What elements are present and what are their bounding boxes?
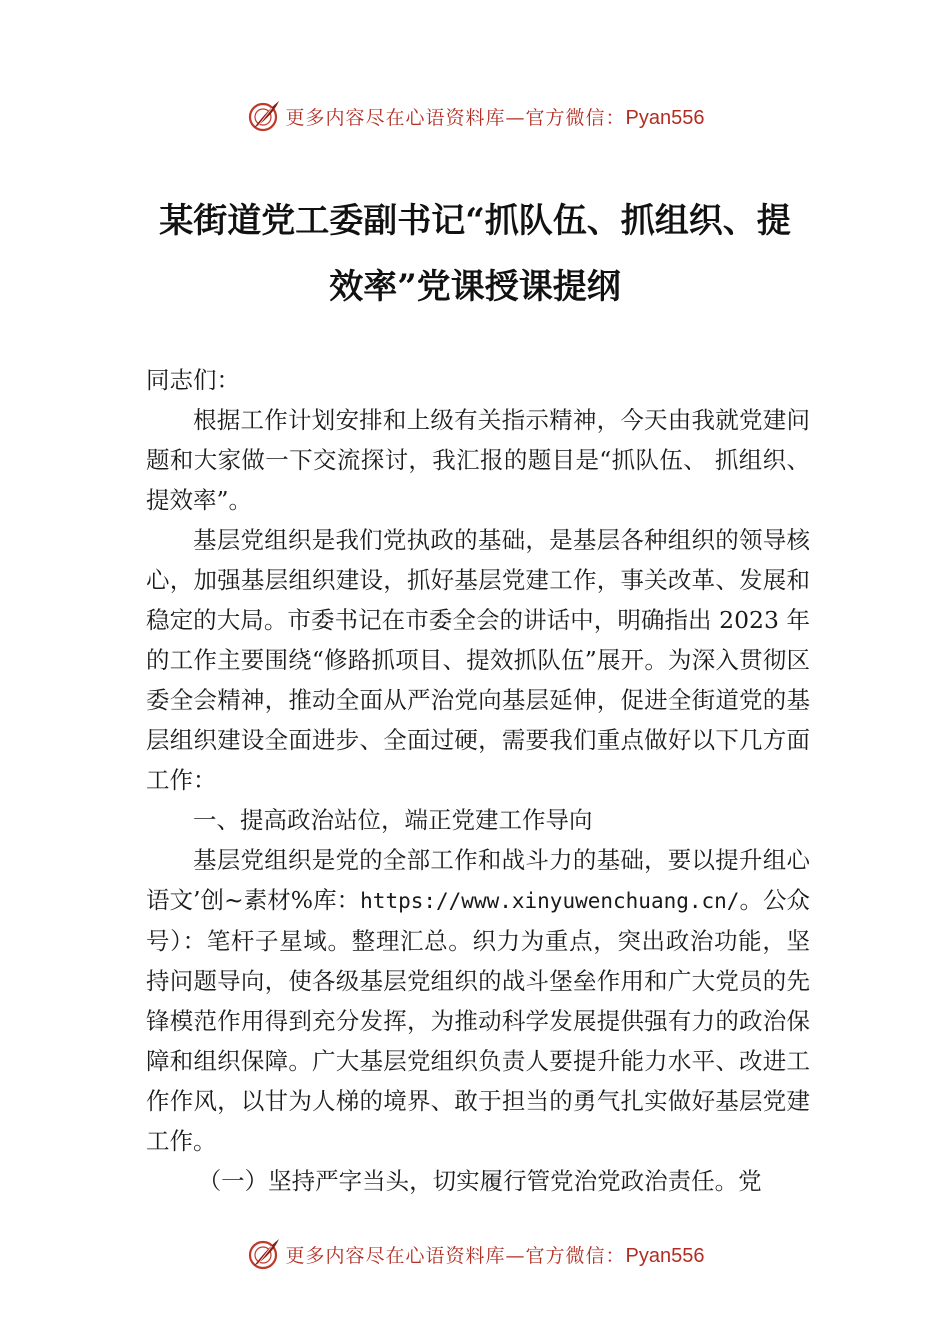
subsection-heading-1: （一）坚持严字当头，切实履行管党治党政治责任。党	[197, 1167, 762, 1195]
title-line-1: 某街道党工委副书记“抓队伍、抓组织、提	[159, 201, 791, 241]
source-url: https://www.xinyuwenchuang.cn/	[360, 889, 740, 913]
wechat-id: Pyan556	[625, 106, 705, 129]
section-heading-1: 一、提高政治站位，端正党建工作导向	[193, 806, 593, 834]
banner-text: 更多内容尽在心语资料库—官方微信：Pyan556	[285, 1244, 705, 1267]
document-title	[130, 188, 820, 320]
footer-banner	[0, 1234, 950, 1274]
feather-pen-seal-icon	[246, 1236, 282, 1272]
paragraph-1: 根据工作计划安排和上级有关指示精神，今天由我就党建问题和大家做一下交流探讨，我汇报的题目是“抓队伍、 抓组织、提效率”。	[146, 406, 810, 514]
document-body	[146, 360, 810, 1201]
paragraph-3: 基层党组织是党的全部工作和战斗力的基础，要以提升组心语文’创~素材%库：https://www.xinyuwenchuang.cn/。公众号）：笔杆子星域。整理汇总。织力为重点，突出政治功能，坚持问题导向，使各级基层党组织的战斗堡垒作用和广大党员的先锋模范作用得到充分发挥，为推动科学发展提供强有力的政治保障和组织保障。广大基层党组织负责人要提升能力水平、改进工作作风，以甘为人梯的境界、敢于担当的勇气扎实做好基层党建工作。	[146, 846, 810, 1155]
banner-text: 更多内容尽在心语资料库—官方微信：Pyan556	[285, 106, 705, 129]
paragraph-2: 基层党组织是我们党执政的基础，是基层各种组织的领导核心，加强基层组织建设，抓好基层党建工作，事关改革、发展和稳定的大局。市委书记在市委全会的讲话中，明确指出 2023 年的工作主要围绕“修路抓项目、提效抓队伍”展开。为深入贯彻区委全会精神，推动全面从严治党向基层延伸，促进全街道党的基层组织建设全面进步、全面过硬，需要我们重点做好以下几方面工作：	[146, 526, 810, 794]
header-banner	[0, 96, 950, 136]
greeting: 同志们：	[146, 366, 240, 394]
feather-pen-seal-icon	[246, 98, 282, 134]
title-line-2: 效率”党课授课提纲	[329, 267, 621, 307]
wechat-id: Pyan556	[625, 1244, 705, 1267]
